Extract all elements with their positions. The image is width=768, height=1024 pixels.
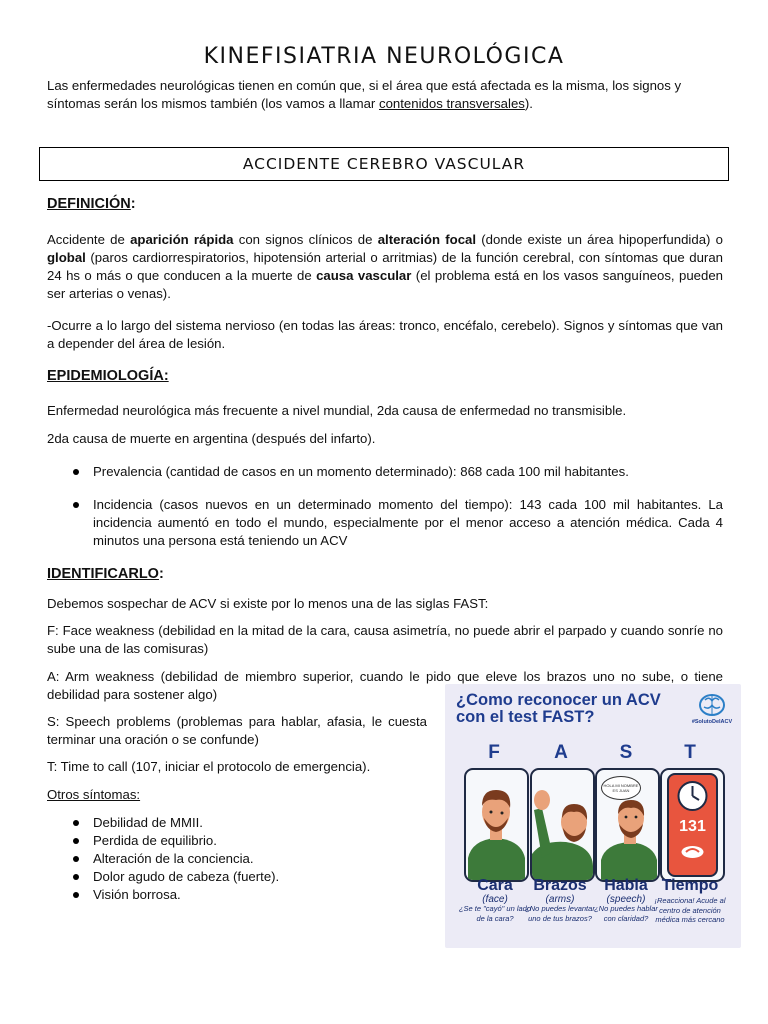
panel-caption-speech-en: (speech): [606, 894, 646, 905]
panel-caption-tiempo: Tiempo: [661, 877, 719, 894]
panel-desc-tiempo: ¡Reacciona! Acude al centro de atención médica más cercano: [654, 896, 726, 924]
epidemiologia-heading: [47, 368, 169, 384]
def-bold-alteracion: alteración focal: [377, 232, 477, 247]
def-text-0: Accidente de: [47, 232, 131, 247]
definicion-paragraph-1: [47, 231, 723, 303]
transversal-contents-link: contenidos transversales: [379, 96, 525, 111]
list-item: Debilidad de MMII.: [46, 814, 406, 832]
fast-letter-a: A: [554, 742, 568, 763]
intro-text-end: ).: [524, 96, 533, 111]
panel-caption-arms-en: (arms): [545, 894, 575, 905]
fast-panel-speech: [595, 768, 660, 882]
otros-sintomas-heading: Otros síntomas:: [47, 787, 141, 802]
panel-desc-brazos: ¿No puedes levantar uno de tus brazos?: [525, 904, 595, 923]
panel-caption-cara: Cara: [477, 877, 513, 894]
brain-logo: [687, 690, 737, 730]
epidemiologia-paragraph-1: Enfermedad neurológica más frecuente a nivel mundial, 2da causa de enfermedad no transmisible.: [47, 403, 627, 418]
identificarlo-heading-text: IDENTIFICARLO: [47, 566, 159, 582]
epidemiologia-list-2: [46, 496, 723, 550]
fast-a-item: A: Arm weakness (debilidad de miembro superior, cuando le pido que eleve los brazos uno no sube, o tiene debilidad para sostener algo): [47, 669, 723, 702]
fast-letter-t: T: [684, 742, 696, 763]
definicion-heading: [47, 196, 136, 212]
fast-infographic-title: ¿Como reconocer un ACV con el test FAST?: [456, 691, 661, 726]
fast-letter-f: F: [488, 742, 500, 763]
def-text-6: (paros cardiorrespiratorios, hipotensión arterial o arritmias) de la función cerebral, con síntomas que duran 24 hs o más o que conducen a la muerte de: [47, 250, 723, 283]
fast-panel-face: [464, 768, 529, 882]
identificarlo-heading-colon: :: [158, 566, 164, 582]
epidemiologia-paragraph-2: 2da causa de muerte en argentina (después del infarto).: [47, 431, 376, 446]
panel-caption-face-en: (face): [482, 894, 508, 905]
def-text-8: (el problema está en los vasos sanguíneos, pueden ser arterias o venas).: [47, 268, 723, 301]
fast-letter-s: S: [619, 742, 633, 763]
def-bold-aparicion: aparición rápida: [130, 232, 234, 247]
intro-text-start: Las enfermedades neurológicas tienen en común que, si el área que está afectada es la misma, los signos y síntomas serán los mismos también (los vamos a llamar: [47, 78, 682, 111]
list-item-prevalencia: Prevalencia (cantidad de casos en un momento determinado): 868 cada 100 mil habitantes.: [46, 463, 723, 481]
fast-s-item: S: Speech problems (problemas para hablar, afasia, le cuesta terminar una oración o se confunde): [47, 714, 427, 747]
panel-desc-cara: ¿Se te "cayó" un lado de la cara?: [458, 904, 532, 923]
otros-sintomas-list: [46, 814, 406, 904]
panel-caption-brazos: Brazos: [533, 877, 587, 894]
panel-caption-habla: Habla: [604, 877, 648, 894]
panel-desc-habla: ¿No puedes hablar con claridad?: [594, 904, 658, 923]
def-text-4: (donde existe un área hipoperfundida) o: [476, 232, 723, 247]
def-bold-global: global: [47, 250, 86, 265]
speech-bubble: HOLA MI NOMBRE ES JUAN: [601, 776, 641, 800]
list-item: Alteración de la conciencia.: [46, 850, 406, 868]
def-text-2: con signos clínicos de: [233, 232, 378, 247]
intro-paragraph: [47, 77, 723, 113]
definicion-paragraph-2: -Ocurre a lo largo del sistema nervioso (en todas las áreas: tronco, encéfalo, cerebelo). Signos y síntomas que van a depender del área de lesión.: [47, 318, 723, 351]
list-item: Dolor agudo de cabeza (fuerte).: [46, 868, 406, 886]
section-title-box: ACCIDENTE CEREBRO VASCULAR: [39, 147, 729, 181]
identificarlo-heading: [47, 566, 164, 582]
arms-illustration-icon: [532, 770, 593, 880]
list-item: Visión borrosa.: [46, 886, 406, 904]
definicion-heading-text: DEFINICIÓN: [47, 196, 131, 212]
fast-t-item: T: Time to call (107, iniciar el protocolo de emergencia).: [47, 759, 371, 774]
epidemiologia-heading-text: EPIDEMIOLOGÍA:: [47, 368, 169, 384]
fast-panel-time: [660, 768, 725, 882]
list-item: Perdida de equilibrio.: [46, 832, 406, 850]
identificarlo-intro: Debemos sospechar de ACV si existe por lo menos una de las siglas FAST:: [47, 596, 489, 611]
list-item-incidencia: Incidencia (casos nuevos en un determinado momento del tiempo): 143 cada 100 mil habitantes. La incidencia aumentó en todo el mundo, especialmente por el menor acceso a atención médica. Cada 4 minutos una persona está teniendo un ACV: [46, 496, 723, 550]
def-bold-causa: causa vascular: [316, 268, 412, 283]
epidemiologia-list: [46, 463, 723, 481]
page-title: KINEFISIATRIA NEUROLÓGICA: [203, 44, 565, 69]
fast-panel-arms: [530, 768, 595, 882]
fast-infographic: [445, 684, 741, 948]
emergency-number: 131: [679, 818, 706, 835]
fast-f-item: F: Face weakness (debilidad en la mitad de la cara, causa asimetría, no puede abrir el parpado y cuando sonríe no sube una de las comisuras): [47, 623, 723, 656]
logo-text: #SolutoDelACV: [691, 719, 733, 725]
face-illustration-icon: [466, 770, 527, 880]
definicion-heading-colon: :: [130, 196, 136, 212]
